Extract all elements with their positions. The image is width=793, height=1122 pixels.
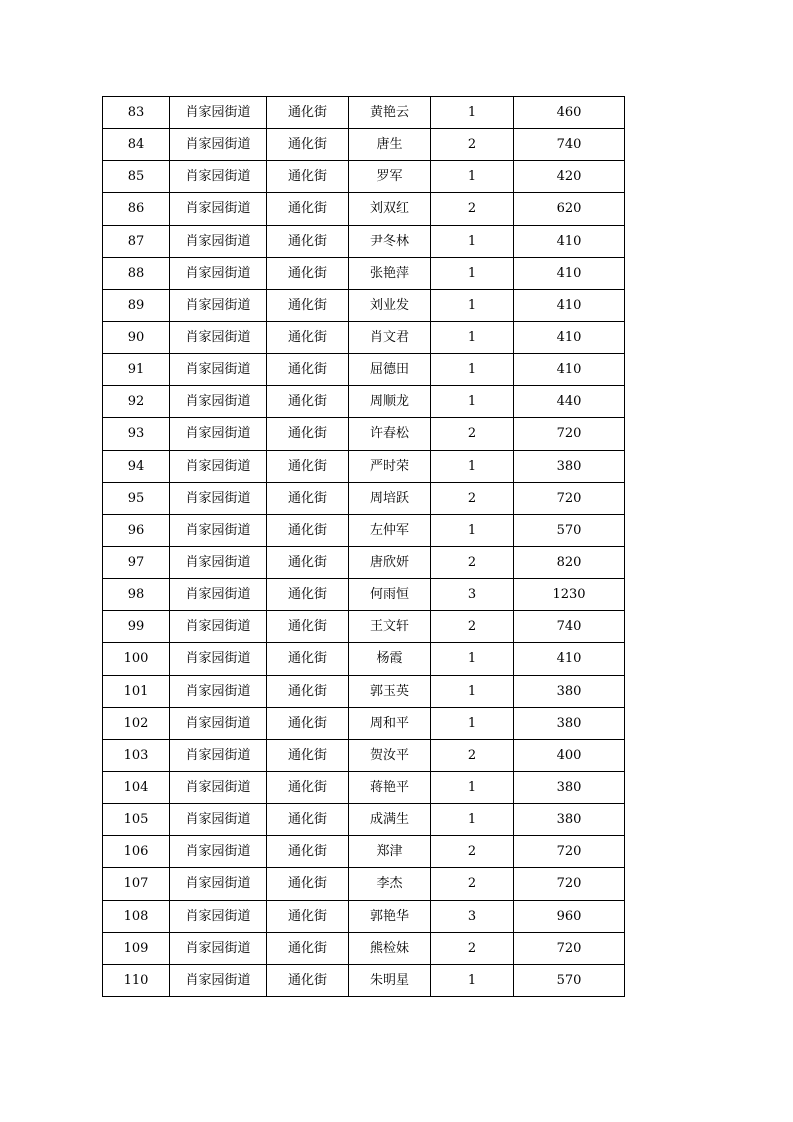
street-cell: 肖家园街道 xyxy=(170,514,267,546)
amount-cell: 720 xyxy=(514,868,625,900)
community-cell: 通化街 xyxy=(267,868,349,900)
row-number-cell: 91 xyxy=(103,354,170,386)
household-count-cell: 3 xyxy=(431,579,514,611)
community-cell: 通化街 xyxy=(267,514,349,546)
amount-cell: 820 xyxy=(514,546,625,578)
amount-cell: 440 xyxy=(514,386,625,418)
amount-cell: 570 xyxy=(514,964,625,996)
household-count-cell: 2 xyxy=(431,418,514,450)
community-cell: 通化街 xyxy=(267,386,349,418)
name-cell: 刘业发 xyxy=(349,289,431,321)
table-row xyxy=(103,225,625,257)
row-number-cell: 86 xyxy=(103,193,170,225)
street-cell: 肖家园街道 xyxy=(170,643,267,675)
street-cell: 肖家园街道 xyxy=(170,546,267,578)
household-count-cell: 2 xyxy=(431,868,514,900)
amount-cell: 380 xyxy=(514,707,625,739)
name-cell: 尹冬林 xyxy=(349,225,431,257)
amount-cell: 410 xyxy=(514,289,625,321)
household-count-cell: 2 xyxy=(431,932,514,964)
street-cell: 肖家园街道 xyxy=(170,932,267,964)
community-cell: 通化街 xyxy=(267,611,349,643)
household-count-cell: 2 xyxy=(431,611,514,643)
street-cell: 肖家园街道 xyxy=(170,321,267,353)
name-cell: 左仲军 xyxy=(349,514,431,546)
amount-cell: 410 xyxy=(514,354,625,386)
row-number-cell: 109 xyxy=(103,932,170,964)
community-cell: 通化街 xyxy=(267,482,349,514)
name-cell: 周培跃 xyxy=(349,482,431,514)
community-cell: 通化街 xyxy=(267,771,349,803)
name-cell: 朱明星 xyxy=(349,964,431,996)
household-count-cell: 1 xyxy=(431,354,514,386)
name-cell: 郭艳华 xyxy=(349,900,431,932)
row-number-cell: 93 xyxy=(103,418,170,450)
household-count-cell: 3 xyxy=(431,900,514,932)
street-cell: 肖家园街道 xyxy=(170,354,267,386)
household-count-cell: 1 xyxy=(431,386,514,418)
name-cell: 张艳萍 xyxy=(349,257,431,289)
community-cell: 通化街 xyxy=(267,450,349,482)
row-number-cell: 108 xyxy=(103,900,170,932)
row-number-cell: 106 xyxy=(103,836,170,868)
table-row xyxy=(103,643,625,675)
street-cell: 肖家园街道 xyxy=(170,482,267,514)
row-number-cell: 88 xyxy=(103,257,170,289)
street-cell: 肖家园街道 xyxy=(170,289,267,321)
amount-cell: 380 xyxy=(514,450,625,482)
table-row xyxy=(103,611,625,643)
table-row xyxy=(103,932,625,964)
name-cell: 何雨恒 xyxy=(349,579,431,611)
row-number-cell: 96 xyxy=(103,514,170,546)
name-cell: 贺汝平 xyxy=(349,739,431,771)
amount-cell: 620 xyxy=(514,193,625,225)
amount-cell: 720 xyxy=(514,418,625,450)
name-cell: 唐欣妍 xyxy=(349,546,431,578)
amount-cell: 380 xyxy=(514,804,625,836)
row-number-cell: 110 xyxy=(103,964,170,996)
household-count-cell: 1 xyxy=(431,804,514,836)
street-cell: 肖家园街道 xyxy=(170,257,267,289)
name-cell: 周和平 xyxy=(349,707,431,739)
row-number-cell: 107 xyxy=(103,868,170,900)
table-row xyxy=(103,161,625,193)
community-cell: 通化街 xyxy=(267,97,349,129)
amount-cell: 1230 xyxy=(514,579,625,611)
roster-table xyxy=(102,96,625,997)
street-cell: 肖家园街道 xyxy=(170,193,267,225)
community-cell: 通化街 xyxy=(267,225,349,257)
table-row xyxy=(103,675,625,707)
name-cell: 李杰 xyxy=(349,868,431,900)
table-row xyxy=(103,482,625,514)
table-row xyxy=(103,321,625,353)
table-row xyxy=(103,964,625,996)
table-row xyxy=(103,804,625,836)
community-cell: 通化街 xyxy=(267,964,349,996)
household-count-cell: 2 xyxy=(431,546,514,578)
name-cell: 严时荣 xyxy=(349,450,431,482)
row-number-cell: 103 xyxy=(103,739,170,771)
name-cell: 唐生 xyxy=(349,129,431,161)
name-cell: 周顺龙 xyxy=(349,386,431,418)
household-count-cell: 2 xyxy=(431,739,514,771)
household-count-cell: 1 xyxy=(431,225,514,257)
name-cell: 黄艳云 xyxy=(349,97,431,129)
street-cell: 肖家园街道 xyxy=(170,129,267,161)
table-row xyxy=(103,707,625,739)
table-row xyxy=(103,900,625,932)
community-cell: 通化街 xyxy=(267,675,349,707)
row-number-cell: 87 xyxy=(103,225,170,257)
row-number-cell: 95 xyxy=(103,482,170,514)
street-cell: 肖家园街道 xyxy=(170,386,267,418)
name-cell: 刘双红 xyxy=(349,193,431,225)
amount-cell: 410 xyxy=(514,643,625,675)
community-cell: 通化街 xyxy=(267,836,349,868)
household-count-cell: 1 xyxy=(431,707,514,739)
table-row xyxy=(103,257,625,289)
community-cell: 通化街 xyxy=(267,321,349,353)
table-row xyxy=(103,546,625,578)
household-count-cell: 1 xyxy=(431,161,514,193)
name-cell: 肖文君 xyxy=(349,321,431,353)
amount-cell: 380 xyxy=(514,675,625,707)
row-number-cell: 101 xyxy=(103,675,170,707)
household-count-cell: 1 xyxy=(431,964,514,996)
row-number-cell: 84 xyxy=(103,129,170,161)
street-cell: 肖家园街道 xyxy=(170,868,267,900)
household-count-cell: 2 xyxy=(431,129,514,161)
street-cell: 肖家园街道 xyxy=(170,804,267,836)
row-number-cell: 97 xyxy=(103,546,170,578)
street-cell: 肖家园街道 xyxy=(170,418,267,450)
amount-cell: 740 xyxy=(514,129,625,161)
amount-cell: 420 xyxy=(514,161,625,193)
amount-cell: 740 xyxy=(514,611,625,643)
table-row xyxy=(103,579,625,611)
community-cell: 通化街 xyxy=(267,804,349,836)
row-number-cell: 102 xyxy=(103,707,170,739)
household-count-cell: 1 xyxy=(431,321,514,353)
name-cell: 郭玉英 xyxy=(349,675,431,707)
community-cell: 通化街 xyxy=(267,707,349,739)
household-count-cell: 1 xyxy=(431,450,514,482)
row-number-cell: 90 xyxy=(103,321,170,353)
roster-table-body xyxy=(103,97,625,997)
amount-cell: 960 xyxy=(514,900,625,932)
household-count-cell: 1 xyxy=(431,643,514,675)
amount-cell: 570 xyxy=(514,514,625,546)
row-number-cell: 83 xyxy=(103,97,170,129)
street-cell: 肖家园街道 xyxy=(170,675,267,707)
street-cell: 肖家园街道 xyxy=(170,707,267,739)
row-number-cell: 100 xyxy=(103,643,170,675)
name-cell: 成满生 xyxy=(349,804,431,836)
street-cell: 肖家园街道 xyxy=(170,964,267,996)
row-number-cell: 98 xyxy=(103,579,170,611)
household-count-cell: 1 xyxy=(431,257,514,289)
table-row xyxy=(103,193,625,225)
table-row xyxy=(103,739,625,771)
community-cell: 通化街 xyxy=(267,193,349,225)
street-cell: 肖家园街道 xyxy=(170,97,267,129)
community-cell: 通化街 xyxy=(267,643,349,675)
name-cell: 罗军 xyxy=(349,161,431,193)
row-number-cell: 89 xyxy=(103,289,170,321)
table-row xyxy=(103,289,625,321)
household-count-cell: 1 xyxy=(431,289,514,321)
community-cell: 通化街 xyxy=(267,289,349,321)
table-row xyxy=(103,129,625,161)
street-cell: 肖家园街道 xyxy=(170,611,267,643)
name-cell: 王文轩 xyxy=(349,611,431,643)
street-cell: 肖家园街道 xyxy=(170,225,267,257)
amount-cell: 410 xyxy=(514,321,625,353)
table-row xyxy=(103,868,625,900)
amount-cell: 410 xyxy=(514,257,625,289)
row-number-cell: 105 xyxy=(103,804,170,836)
community-cell: 通化街 xyxy=(267,257,349,289)
community-cell: 通化街 xyxy=(267,579,349,611)
amount-cell: 380 xyxy=(514,771,625,803)
name-cell: 杨霞 xyxy=(349,643,431,675)
street-cell: 肖家园街道 xyxy=(170,771,267,803)
street-cell: 肖家园街道 xyxy=(170,579,267,611)
table-row xyxy=(103,418,625,450)
community-cell: 通化街 xyxy=(267,354,349,386)
row-number-cell: 99 xyxy=(103,611,170,643)
row-number-cell: 104 xyxy=(103,771,170,803)
row-number-cell: 94 xyxy=(103,450,170,482)
amount-cell: 460 xyxy=(514,97,625,129)
household-count-cell: 1 xyxy=(431,97,514,129)
household-count-cell: 1 xyxy=(431,771,514,803)
household-count-cell: 1 xyxy=(431,514,514,546)
community-cell: 通化街 xyxy=(267,932,349,964)
household-count-cell: 2 xyxy=(431,836,514,868)
household-count-cell: 1 xyxy=(431,675,514,707)
community-cell: 通化街 xyxy=(267,129,349,161)
table-row xyxy=(103,450,625,482)
community-cell: 通化街 xyxy=(267,161,349,193)
table-row xyxy=(103,97,625,129)
table-row xyxy=(103,514,625,546)
amount-cell: 720 xyxy=(514,836,625,868)
name-cell: 郑津 xyxy=(349,836,431,868)
table-row xyxy=(103,771,625,803)
name-cell: 许春松 xyxy=(349,418,431,450)
street-cell: 肖家园街道 xyxy=(170,836,267,868)
household-count-cell: 2 xyxy=(431,482,514,514)
community-cell: 通化街 xyxy=(267,739,349,771)
table-row xyxy=(103,836,625,868)
street-cell: 肖家园街道 xyxy=(170,161,267,193)
row-number-cell: 92 xyxy=(103,386,170,418)
table-row xyxy=(103,354,625,386)
street-cell: 肖家园街道 xyxy=(170,900,267,932)
name-cell: 屈德田 xyxy=(349,354,431,386)
community-cell: 通化街 xyxy=(267,900,349,932)
table-row xyxy=(103,386,625,418)
amount-cell: 720 xyxy=(514,932,625,964)
amount-cell: 400 xyxy=(514,739,625,771)
name-cell: 熊检妹 xyxy=(349,932,431,964)
name-cell: 蒋艳平 xyxy=(349,771,431,803)
amount-cell: 720 xyxy=(514,482,625,514)
street-cell: 肖家园街道 xyxy=(170,450,267,482)
community-cell: 通化街 xyxy=(267,546,349,578)
household-count-cell: 2 xyxy=(431,193,514,225)
amount-cell: 410 xyxy=(514,225,625,257)
row-number-cell: 85 xyxy=(103,161,170,193)
community-cell: 通化街 xyxy=(267,418,349,450)
street-cell: 肖家园街道 xyxy=(170,739,267,771)
